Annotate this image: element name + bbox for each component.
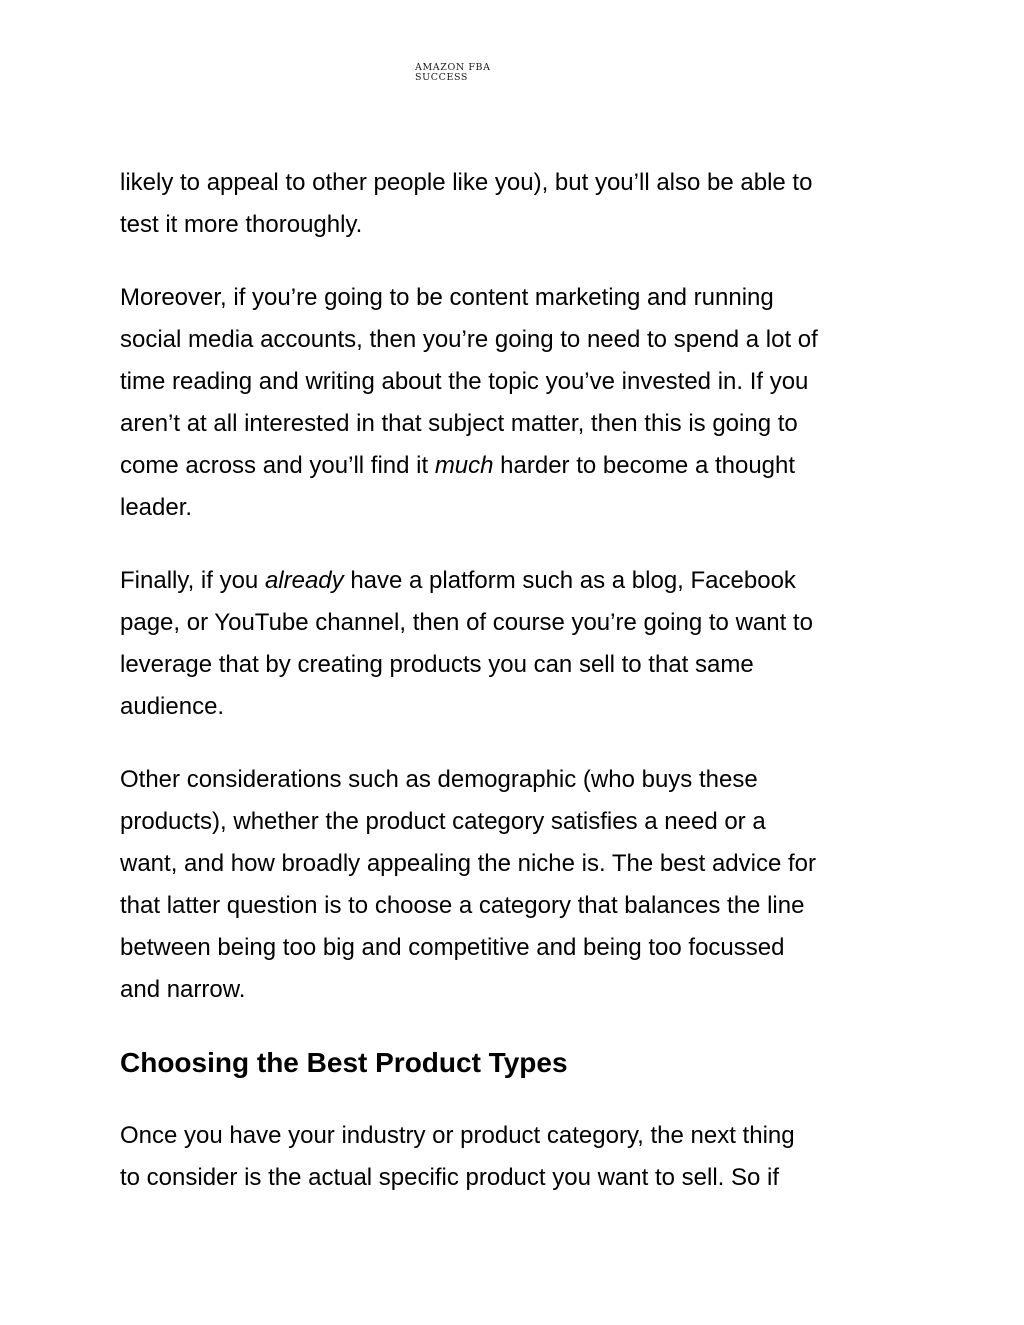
- text-run: harder to become a thought: [493, 452, 796, 479]
- document-body: [120, 162, 920, 1230]
- header-line-1: AMAZON FBA: [415, 62, 491, 73]
- text-line: [120, 445, 920, 487]
- text-line: Other considerations such as demographic (who buys these: [120, 766, 758, 793]
- text-line: Moreover, if you’re going to be content marketing and running: [120, 284, 774, 311]
- text-line: test it more thoroughly.: [120, 211, 363, 238]
- text-line: and narrow.: [120, 976, 246, 1003]
- section-heading: Choosing the Best Product Types: [120, 1047, 568, 1078]
- text-line: to consider is the actual specific product you want to sell. So if: [120, 1164, 780, 1191]
- text-line: want, and how broadly appealing the niche is. The best advice for: [120, 850, 816, 877]
- text-line: [120, 560, 920, 602]
- emphasis-text: already: [264, 567, 344, 594]
- paragraph-3: [120, 560, 920, 728]
- paragraph-4: [120, 759, 920, 1011]
- paragraph-5: [120, 1115, 920, 1199]
- page-header: [415, 63, 491, 83]
- emphasis-text: much: [434, 452, 494, 479]
- text-line: time reading and writing about the topic you’ve invested in. If you: [120, 368, 809, 395]
- header-line-2: SUCCESS: [415, 72, 469, 83]
- paragraph-1: [120, 162, 920, 246]
- text-run: Finally, if you: [120, 567, 265, 594]
- text-line: likely to appeal to other people like you), but you’ll also be able to: [120, 169, 813, 196]
- text-run: come across and you’ll find it: [120, 452, 435, 479]
- text-line: leader.: [120, 494, 193, 521]
- text-line: between being too big and competitive and being too focussed: [120, 934, 785, 961]
- text-line: leverage that by creating products you can sell to that same: [120, 651, 754, 678]
- text-run: have a platform such as a blog, Facebook: [343, 567, 796, 594]
- paragraph-2: [120, 277, 920, 529]
- text-line: products), whether the product category satisfies a need or a: [120, 808, 766, 835]
- text-line: aren’t at all interested in that subject matter, then this is going to: [120, 410, 798, 437]
- text-line: Once you have your industry or product category, the next thing: [120, 1122, 795, 1149]
- text-line: that latter question is to choose a category that balances the line: [120, 892, 805, 919]
- text-line: social media accounts, then you’re going to need to spend a lot of: [120, 326, 818, 353]
- text-line: audience.: [120, 693, 225, 720]
- text-line: page, or YouTube channel, then of course you’re going to want to: [120, 609, 813, 636]
